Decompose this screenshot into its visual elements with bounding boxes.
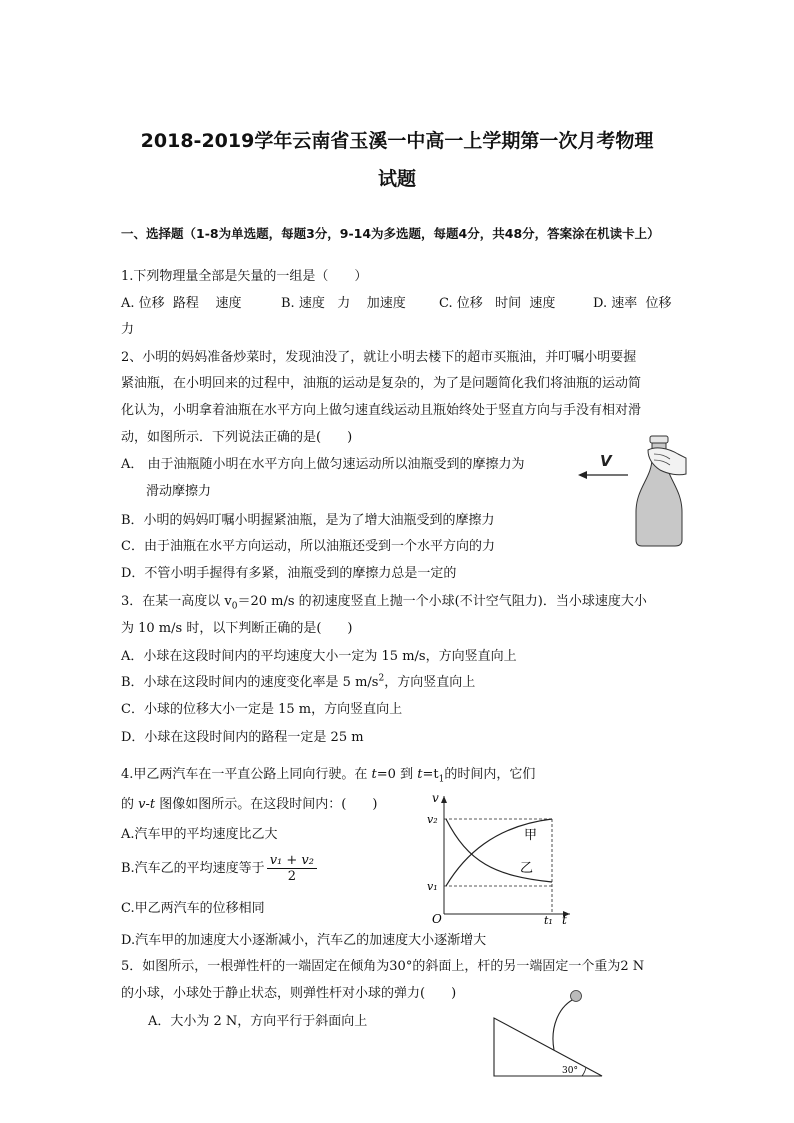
q5-line1: 5．如图所示，一根弹性杆的一端固定在倾角为30°的斜面上，杆的另一端固定一个重为2 N xyxy=(121,959,645,974)
q4-option-b: B.汽车乙的平均速度等于 $\frac{\text{v₁ + v₂}}{2}$ xyxy=(121,853,317,884)
q4-option-c: C.甲乙两汽车的位移相同 xyxy=(121,901,265,916)
x-axis-label: t xyxy=(562,913,567,925)
q3-option-d: D．小球在这段时间内的路程一定是 25 m xyxy=(121,730,364,745)
q2-option-b: B．小明的妈妈叮嘱小明握紧油瓶，是为了增大油瓶受到的摩擦力 xyxy=(121,513,495,528)
t1-label: t₁ xyxy=(544,914,553,925)
q5-incline-figure xyxy=(490,988,608,1080)
y-axis-label: v xyxy=(432,791,439,805)
q1-option-d: D. 速率 位移 xyxy=(593,296,672,311)
paper-title-line2: 试题 xyxy=(377,168,416,190)
q2-line3: 化认为，小明拿着油瓶在水平方向上做匀速直线运动且瓶始终处于竖直方向与手没有相对滑 xyxy=(121,403,642,418)
q4-line2: 的 v-t 图像如图所示。在这段时间内：( ) xyxy=(121,797,378,812)
q2-bottle-figure xyxy=(570,432,690,547)
jia-label: 甲 xyxy=(524,828,538,843)
yi-label: 乙 xyxy=(520,861,534,876)
q1-option-c: C. 位移 时间 速度 xyxy=(439,296,556,311)
q4-vt-graph xyxy=(424,790,574,925)
q3-option-a: A．小球在这段时间内的平均速度大小一定为 15 m/s，方向竖直向上 xyxy=(121,649,517,664)
q3-line2: 为 10 m/s 时，以下判断正确的是( ) xyxy=(121,621,353,636)
q2-option-c: C．由于油瓶在水平方向运动，所以油瓶还受到一个水平方向的力 xyxy=(121,539,495,554)
q4-line1: 4.甲乙两汽车在一平直公路上同向行驶。在 t=0 到 $t=t_1$的时间内，它们 xyxy=(121,767,536,785)
q1-option-a: A. 位移 路程 速度 xyxy=(121,296,242,311)
elastic-rod xyxy=(553,998,576,1050)
q2-option-d: D．不管小明手握得有多紧，油瓶受到的摩擦力总是一定的 xyxy=(121,566,457,581)
q2-line1: 2、小明的妈妈准备炒菜时，发现油没了，就让小明去楼下的超市买瓶油，并叮嘱小明要握 xyxy=(121,350,637,365)
q2-line2: 紧油瓶，在小明回来的过程中，油瓶的运动是复杂的，为了是问题简化我们将油瓶的运动简 xyxy=(121,376,642,391)
origin-label: O xyxy=(432,912,442,925)
q2-option-a: A． 由于油瓶随小明在水平方向上做匀速运动所以油瓶受到的摩擦力为 xyxy=(121,457,525,472)
q3-line1: 3．在某一高度以 $v_0=20$ m/s 的初速度竖直上抛一个小球(不计空气阻力)．当小球速度大小 xyxy=(121,594,647,612)
q1-stem: 1.下列物理量全部是矢量的一组是（ ） xyxy=(121,269,368,284)
q1-option-b: B. 速度 力 加速度 xyxy=(281,296,406,311)
q3-option-c: C．小球的位移大小一定是 15 m，方向竖直向上 xyxy=(121,702,403,717)
q2-option-a-cont: 滑动摩擦力 xyxy=(146,484,212,499)
v1-label: v₁ xyxy=(427,880,438,893)
section-heading: 一、选择题（1-8为单选题，每题3分，9-14为多选题，每题4分，共48分，答案涂在机读卡上） xyxy=(121,226,660,241)
q5-line2: 的小球，小球处于静止状态，则弹性杆对小球的弹力( ) xyxy=(121,986,457,1001)
q2-line4: 动，如图所示．下列说法正确的是( ) xyxy=(121,430,353,445)
q3-option-b: B．小球在这段时间内的速度变化率是 5 $m/s^2$，方向竖直向上 xyxy=(121,673,476,690)
q1-option-d-cont: 力 xyxy=(121,322,135,337)
ball xyxy=(571,991,582,1002)
q5-option-a: A．大小为 2 N，方向平行于斜面向上 xyxy=(148,1014,368,1029)
angle-label: 30° xyxy=(562,1066,578,1076)
average-velocity-fraction: $\frac{\text{v₁ + v₂}}{2}$ xyxy=(267,853,317,884)
q4-option-a: A.汽车甲的平均速度比乙大 xyxy=(121,827,278,842)
v2-label: v₂ xyxy=(427,813,438,826)
paper-title-line1: 2018-2019学年云南省玉溪一中高一上学期第一次月考物理 xyxy=(140,130,654,152)
velocity-label: V xyxy=(600,452,612,470)
q4-option-d: D.汽车甲的加速度大小逐渐减小，汽车乙的加速度大小逐渐增大 xyxy=(121,933,487,948)
